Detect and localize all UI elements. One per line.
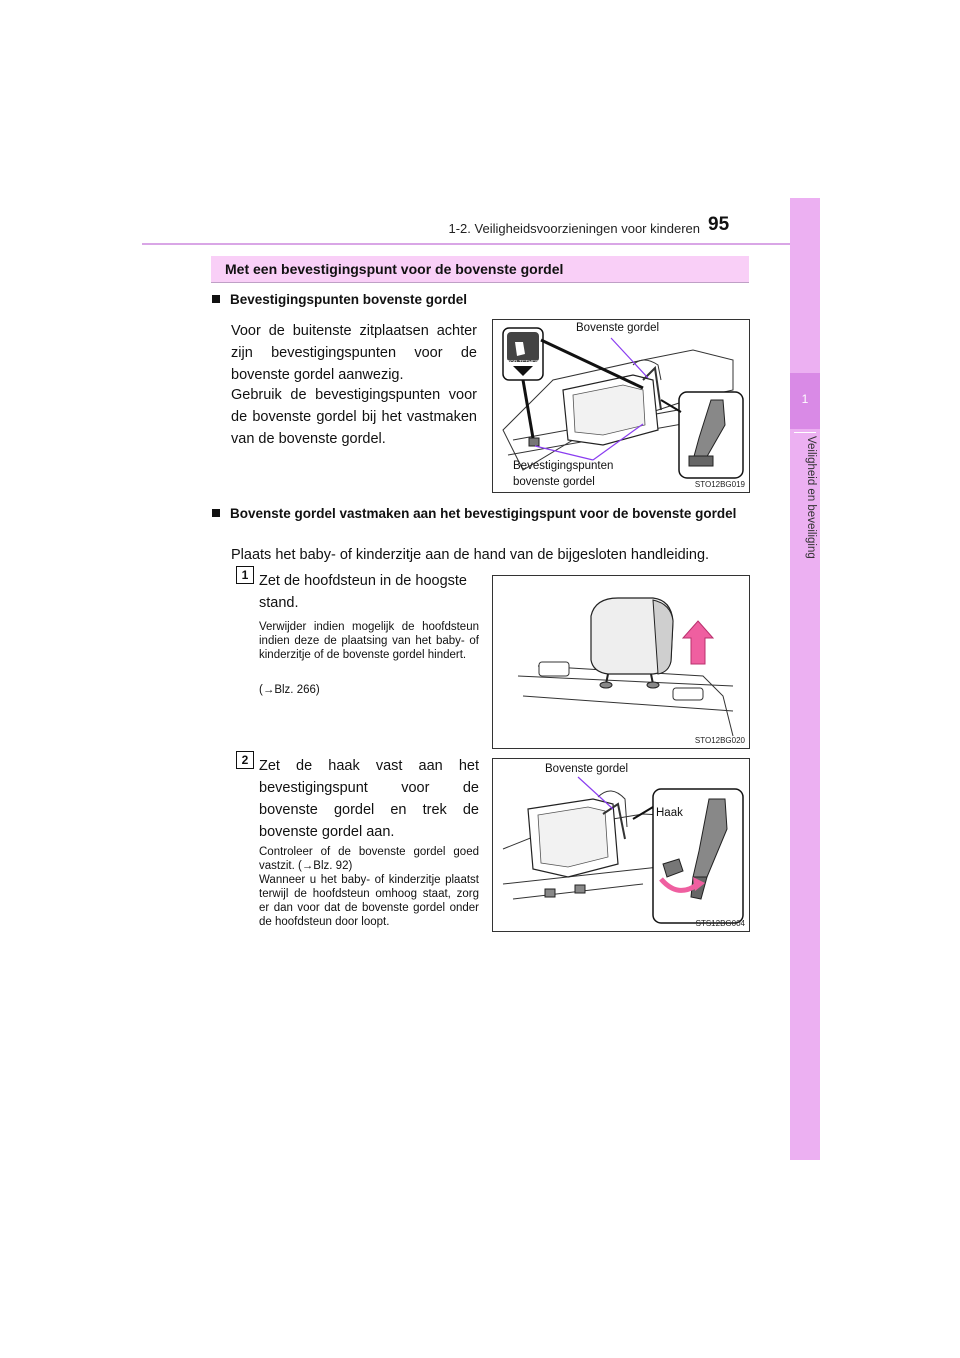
figure2-code: STO12BG020 (694, 736, 745, 745)
figure-headrest-up (492, 575, 750, 749)
bullet-heading-2-text: Bovenste gordel vastmaken aan het bevestigingspunt voor de bovenste gordel (230, 506, 737, 521)
step-1-note: Verwijder indien mogelijk de hoofdsteun indien deze de plaatsing van het baby- of kinderzitje of de bovenste gordel hindert. (259, 621, 479, 661)
figure3-code: STS12BG004 (695, 919, 745, 928)
step-2-note-2: Wanneer u het baby- of kinderzitje plaatst terwijl de hoofdsteun omhoog staat, zorg er dan voor dat de bovenste gordel onder de hoofdsteun door loopt. (259, 874, 479, 928)
step-1-text: Zet de hoofdsteun in de hoogste stand. (259, 573, 467, 611)
header-section-title: 1-2. Veiligheidsvoorzieningen voor kinderen (448, 221, 700, 236)
figure3-label-hook: Haak (656, 807, 683, 819)
figure1-label-anchor-1: Bevestigingspunten (513, 460, 614, 472)
figure-hook-drawing (493, 759, 749, 931)
figure3-label-top-tether: Bovenste gordel (545, 763, 629, 775)
side-tab-chapter-number: 1 (801, 392, 809, 406)
step-1-ref: (→Blz. 266) (259, 684, 320, 696)
bullet-heading-2 (212, 503, 750, 525)
side-tab-label-wrap (805, 436, 819, 582)
header-divider (142, 243, 790, 245)
paragraph-intro: Plaats het baby- of kinderzitje aan de hand van de bijgesloten handleiding. (231, 547, 710, 563)
step-2-marker: 2 (236, 751, 254, 769)
figure-headrest-drawing (493, 576, 749, 748)
step-2-text: Zet de haak vast aan het bevestigingspunt voor de bovenste gordel en trek de bovenste gordel aan. (259, 758, 479, 840)
paragraph-use-anchor: Gebruik de bevestigingspunten voor de bovenste gordel bij het vastmaken van de bovenste gordel. (231, 387, 477, 447)
side-tab-label: Veiligheid en beveiliging (805, 436, 817, 559)
bullet-square-icon (212, 509, 220, 517)
section-title: Met een bevestigingspunt voor de bovenste gordel (225, 261, 564, 277)
figure1-label-top-tether: Bovenste gordel (576, 322, 660, 334)
bullet-heading-1 (212, 289, 752, 311)
page-number: 95 (708, 214, 730, 235)
paragraph-anchor-points: Voor de buitenste zitplaatsen achter zijn bevestigingspunten voor de bovenste gordel aanwezig. (231, 323, 477, 383)
figure1-code: STO12BG019 (694, 480, 745, 489)
step-1-marker: 1 (236, 566, 254, 584)
bullet-heading-1-text: Bevestigingspunten bovenste gordel (230, 292, 468, 307)
side-tab-strip (790, 198, 820, 1160)
bullet-square-icon (212, 295, 220, 303)
step-2-note-1: Controleer of de bovenste gordel goed vastzit. (→Blz. 92) (259, 846, 479, 872)
figure-anchor-points (492, 319, 750, 493)
figure-hook-attach (492, 758, 750, 932)
top-tether-icon-text: TOP-TETHER (507, 360, 539, 366)
section-title-box (211, 256, 749, 283)
side-tab-divider (794, 432, 816, 433)
figure1-label-anchor-2: bovenste gordel (513, 476, 595, 488)
